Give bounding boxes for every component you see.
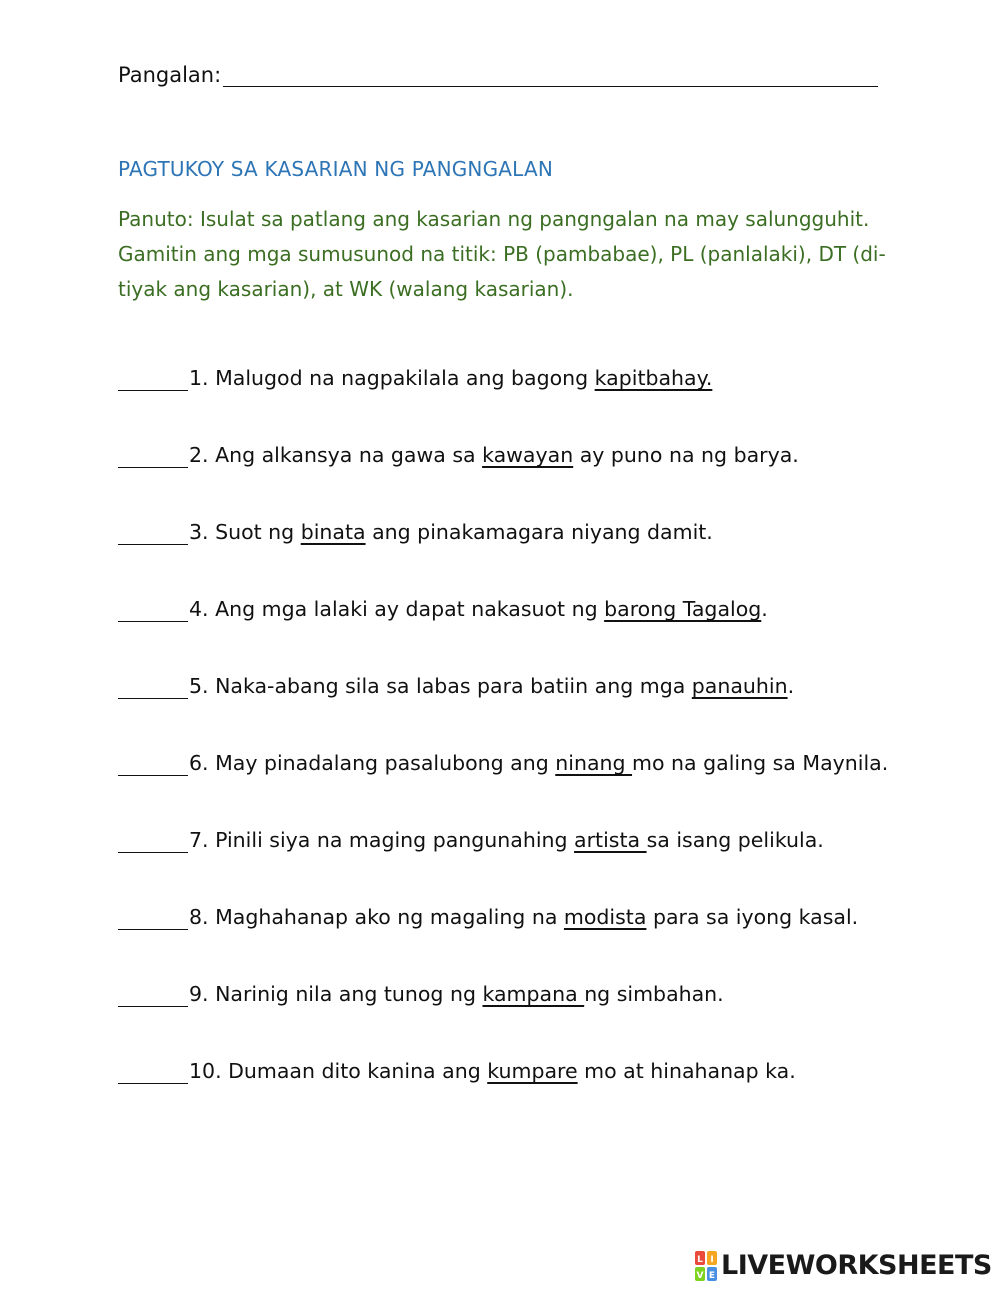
name-input-blank[interactable] [223,60,878,87]
question-text-end: sa isang pelikula. [646,828,824,852]
question-item [118,905,978,982]
question-text: 4. Ang mga lalaki ay dapat nakasuot ng [189,597,605,621]
answer-blank[interactable] [118,443,188,468]
name-label: Pangalan: [118,63,222,87]
question-item [118,443,978,520]
question-text-end: . [761,597,768,621]
underlined-noun: barong Tagalog [604,597,762,621]
question-text: 5. Naka-abang sila sa labas para batiin ang mga [189,674,692,698]
underlined-noun: panauhin [691,674,788,698]
question-text-end: mo na galing sa Maynila. [632,751,889,775]
answer-blank[interactable] [118,366,188,391]
underlined-noun: kumpare [487,1059,578,1083]
question-item [118,366,978,443]
underlined-noun: kawayan [482,443,574,467]
question-item [118,674,978,751]
name-line [118,60,878,87]
question-text: 1. Malugod na nagpakilala ang bagong [189,366,595,390]
liveworksheets-logo [695,1250,992,1281]
question-text-end: mo at hinahanap ka. [577,1059,796,1083]
answer-blank[interactable] [118,751,188,776]
question-text: 2. Ang alkansya na gawa sa [189,443,483,467]
question-text: 9. Narinig nila ang tunog ng [189,982,483,1006]
instructions: Panuto: Isulat sa patlang ang kasarian ng pangngalan na may salungguhit. Gamitin ang mga sumusunod na titik: PB (pambabae), PL (panlalaki), DT (di-tiyak ang kasarian), at WK (walang kasarian). [118,207,886,301]
answer-blank[interactable] [118,905,188,930]
question-text: 8. Maghahanap ako ng magaling na [189,905,564,929]
answer-blank[interactable] [118,597,188,622]
liveworksheets-logo-icon [695,1251,717,1281]
question-item [118,982,978,1059]
question-text: 7. Pinili siya na maging pangunahing [189,828,575,852]
answer-blank[interactable] [118,982,188,1007]
question-text: 3. Suot ng [189,520,301,544]
question-list [118,366,978,1136]
svg-text:I: I [710,1254,714,1265]
underlined-noun: artista [574,828,647,852]
answer-blank[interactable] [118,1059,188,1084]
answer-blank[interactable] [118,828,188,853]
question-text: 6. May pinadalang pasalubong ang [189,751,556,775]
answer-blank[interactable] [118,674,188,699]
svg-text:L: L [697,1254,703,1265]
underlined-noun: kampana [482,982,585,1006]
question-item [118,751,978,828]
question-text-end: ay puno na ng barya. [573,443,799,467]
question-item [118,597,978,674]
question-item [118,520,978,597]
question-item [118,1059,978,1136]
underlined-noun: ninang [555,751,633,775]
question-item [118,828,978,905]
question-text-end: para sa iyong kasal. [646,905,859,929]
answer-blank[interactable] [118,520,188,545]
svg-text:V: V [696,1270,704,1281]
underlined-noun: kapitbahay. [594,366,713,390]
logo-text: LIVEWORKSHEETS [721,1250,992,1281]
underlined-noun: binata [300,520,366,544]
svg-text:E: E [708,1270,716,1281]
question-text: 10. Dumaan dito kanina ang [189,1059,488,1083]
underlined-noun: modista [563,905,647,929]
worksheet-title: PAGTUKOY SA KASARIAN NG PANGNGALAN [118,157,554,181]
question-text-end: . [787,674,795,698]
question-text-end: ng simbahan. [584,982,724,1006]
question-text-end: ang pinakamagara niyang damit. [365,520,713,544]
